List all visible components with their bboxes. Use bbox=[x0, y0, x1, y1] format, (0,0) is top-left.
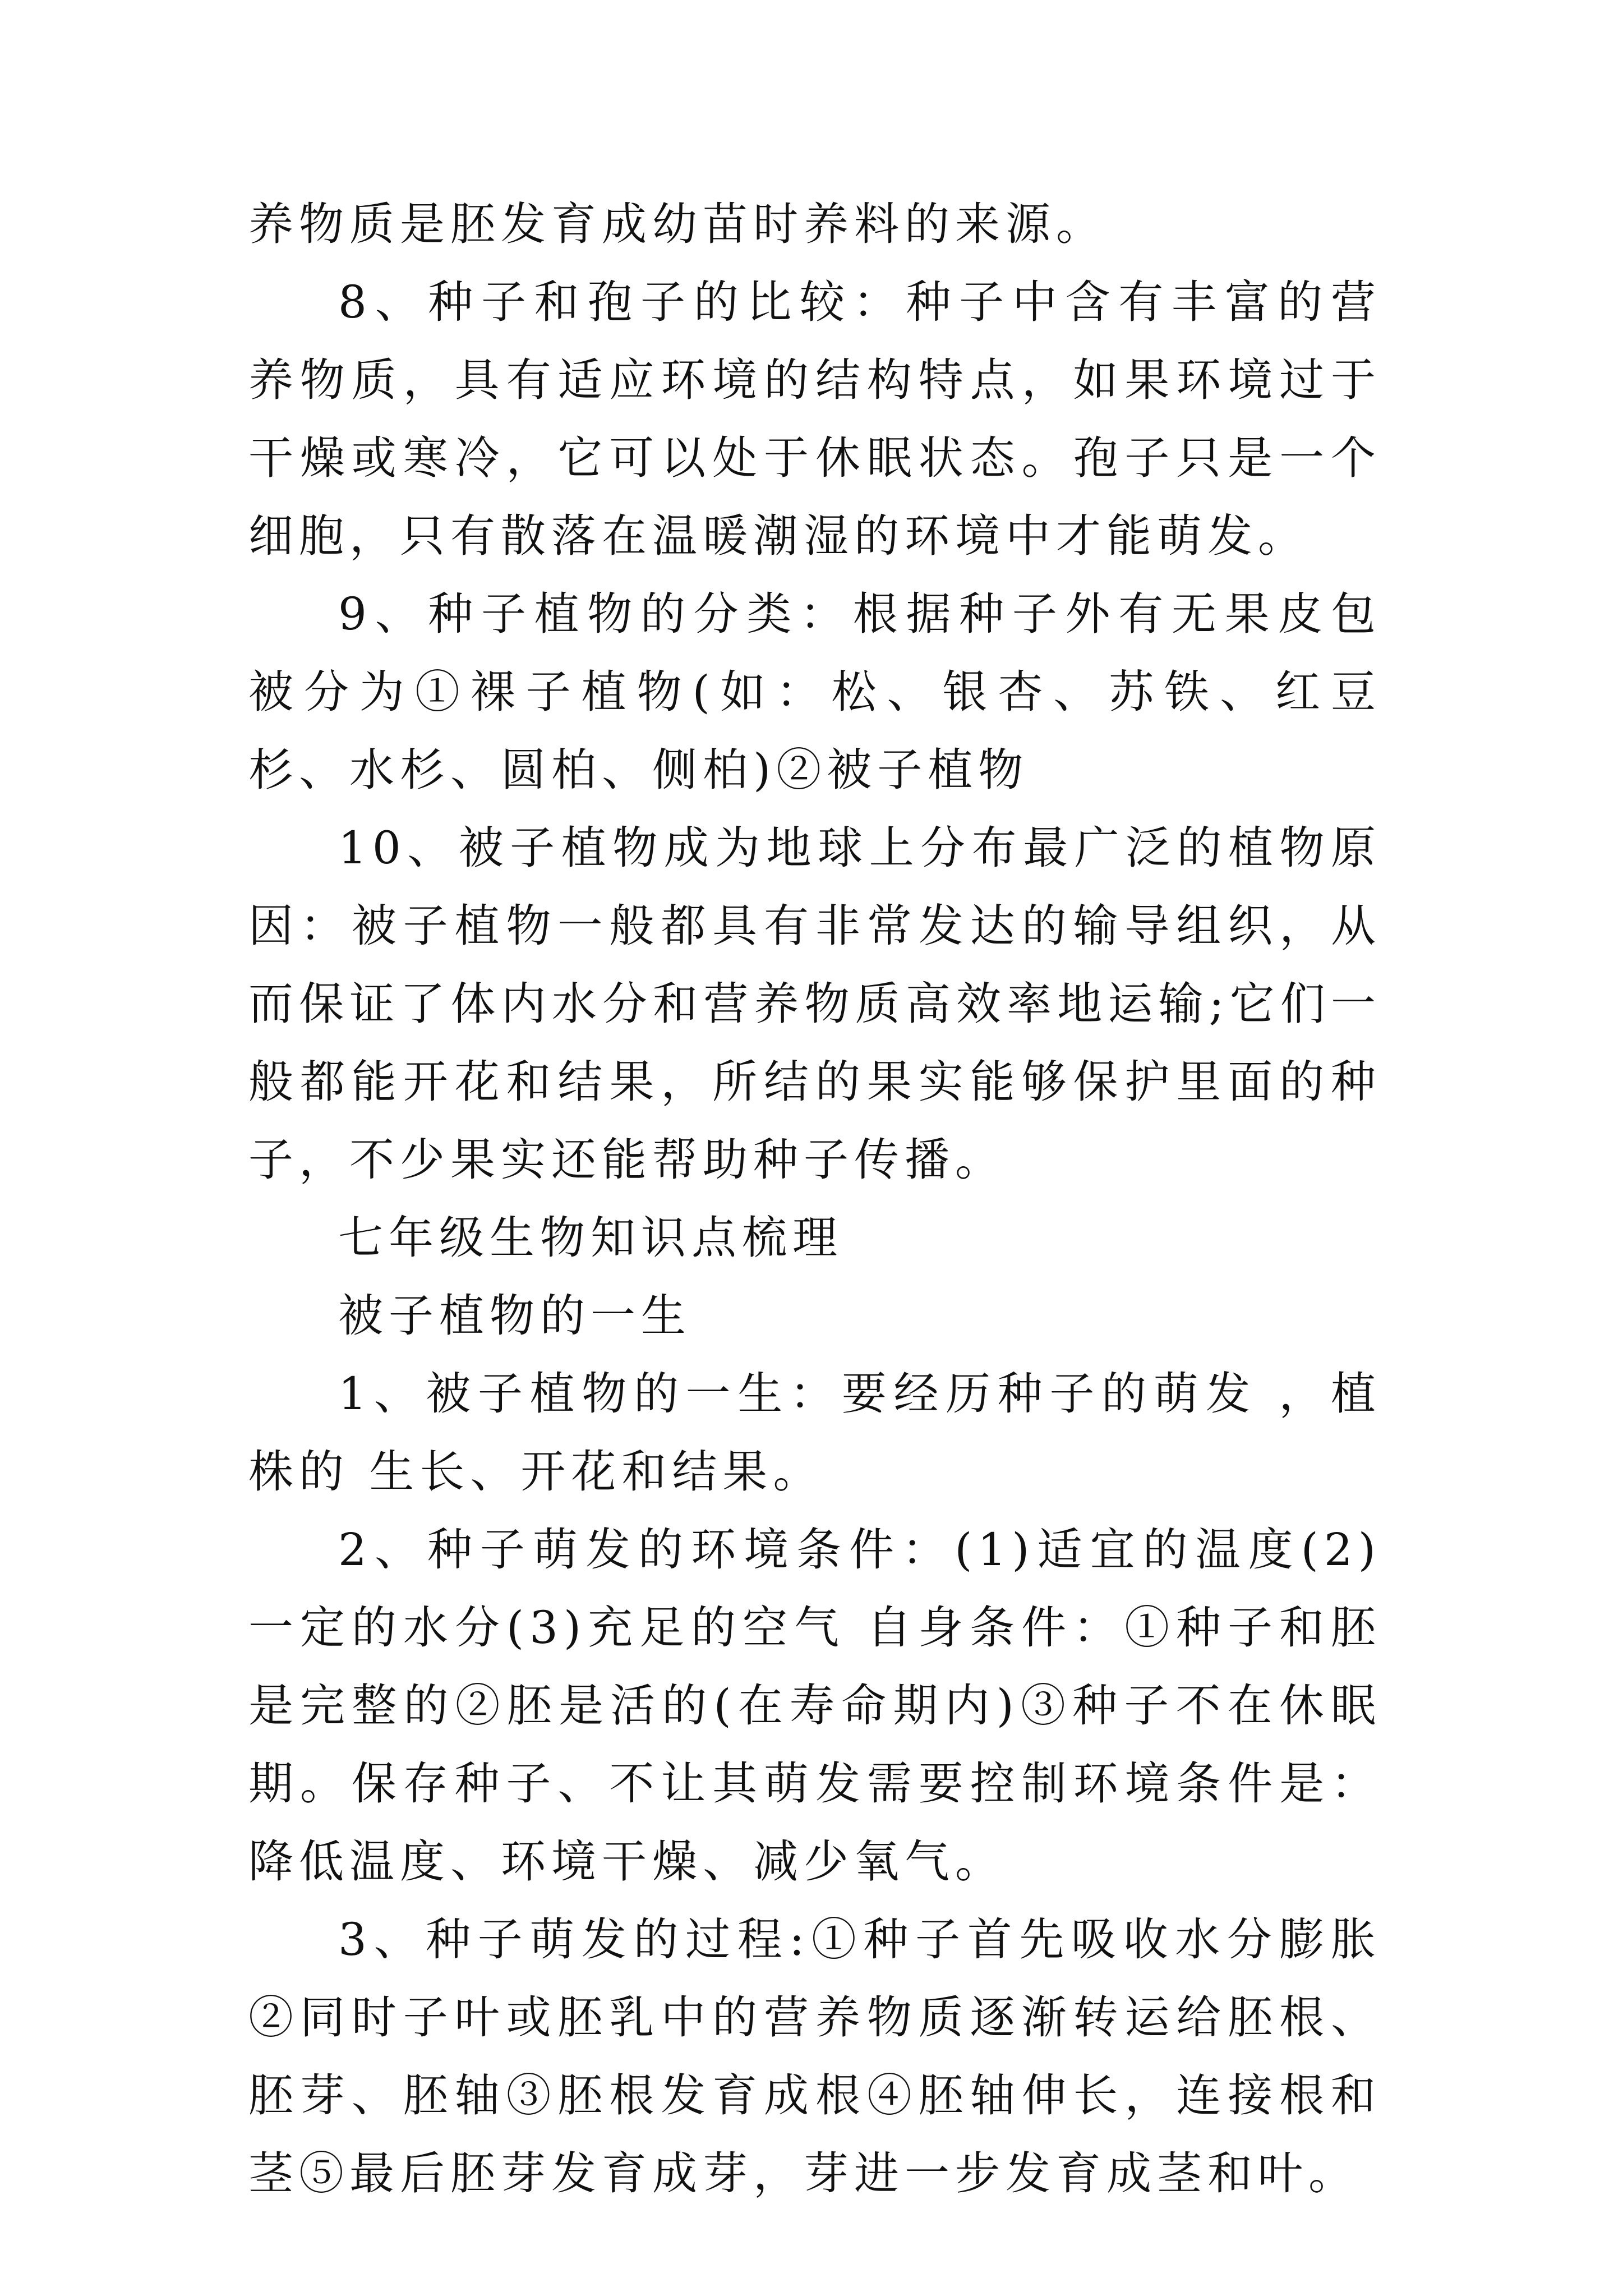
paragraph-seed-plant-classification: 9、种子植物的分类：根据种子外有无果皮包被分为①裸子植物(如：松、银杏、苏铁、红豆杉、水杉、圆柏、侧柏)②被子植物 bbox=[248, 588, 1381, 796]
paragraph-germination-process: 3、种子萌发的过程:①种子首先吸收水分膨胀②同时子叶或胚乳中的营养物质逐渐转运给胚根、胚芽、胚轴③胚根发育成根④胚轴伸长，连接根和茎⑤最后胚芽发育成芽，芽进一步发育成茎和叶。 bbox=[248, 1913, 1381, 2200]
document-body bbox=[248, 185, 1381, 2212]
paragraph-germination-conditions: 2、种子萌发的环境条件：(1)适宜的温度(2)一定的水分(3)充足的空气 自身条件：①种子和胚是完整的②胚是活的(在寿命期内)③种子不在休眠期。保存种子、不让其萌发需要控制环境条件是：降低温度、环境干燥、减少氧气。 bbox=[248, 1524, 1381, 1888]
section-heading: 七年级生物知识点梳理 bbox=[338, 1212, 843, 1264]
paragraph-angiosperm-life: 1、被子植物的一生：要经历种子的萌发 ，植株的 生长、开花和结果。 bbox=[248, 1368, 1381, 1498]
paragraph-continuation: 养物质是胚发育成幼苗时养料的来源。 bbox=[248, 198, 1106, 250]
paragraph-seed-spore-comparison: 8、种子和孢子的比较：种子中含有丰富的营养物质，具有适应环境的结构特点，如果环境过于干燥或寒冷，它可以处于休眠状态。孢子只是一个细胞，只有散落在温暖潮湿的环境中才能萌发。 bbox=[248, 276, 1381, 562]
paragraph-angiosperm-distribution: 10、被子植物成为地球上分布最广泛的植物原因：被子植物一般都具有非常发达的输导组织，从而保证了体内水分和营养物质高效率地运输;它们一般都能开花和结果，所结的果实能够保护里面的种子，不少果实还能帮助种子传播。 bbox=[248, 822, 1381, 1186]
subsection-heading: 被子植物的一生 bbox=[338, 1290, 691, 1342]
